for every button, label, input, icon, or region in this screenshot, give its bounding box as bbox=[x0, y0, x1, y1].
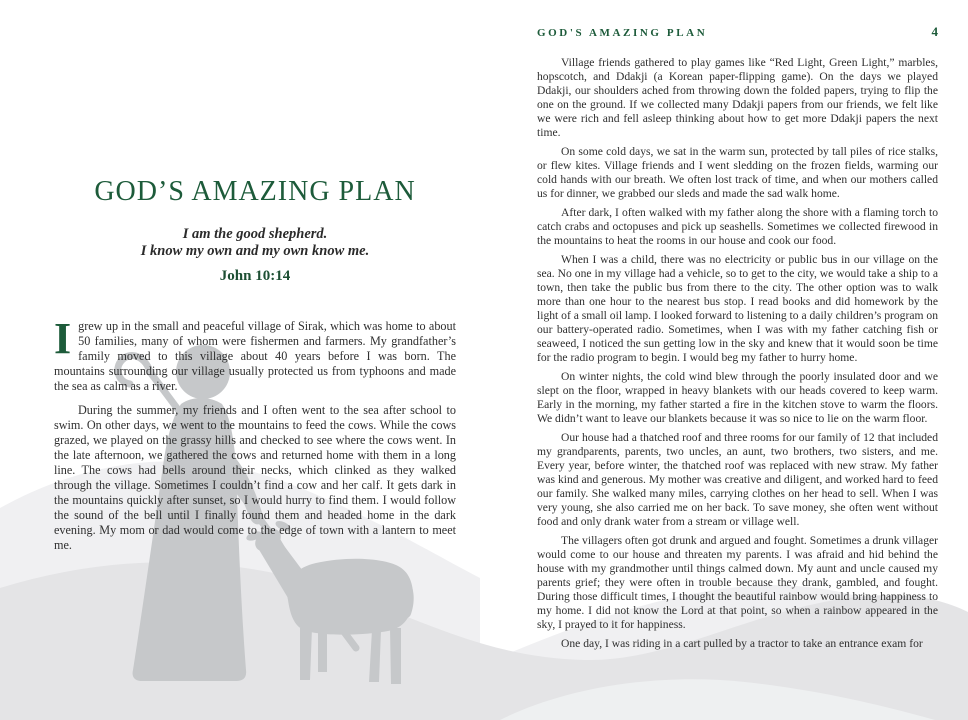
right-page bbox=[537, 0, 938, 656]
left-body-text bbox=[54, 314, 456, 553]
paragraph: Our house had a thatched roof and three rooms for our family of 12 that included my grandparents, parents, two uncles, an aunt, two brothers, two sisters, and me. Every year, before winter, the thatched roof was replaced with new straw. My father was kind and generous. My mother was creative and diligent, and worked hard to feed our family. She walked many miles, carrying clothes on her head to sell. When I was very young, she also carried me on her back. To save money, she often went without food and only drank water from a stream or village well. bbox=[537, 431, 938, 528]
running-header-title: GOD'S AMAZING PLAN bbox=[537, 27, 708, 39]
running-head bbox=[537, 24, 938, 40]
paragraph: On winter nights, the cold wind blew through the poorly insulated door and we slept on the floor, wrapped in heavy blankets with our heads covered to keep warm. Early in the morning, my father started a fire in the kitchen stove to warm the floors. We didn’t want to leave our blankets because it was so nice to lie on the warm floor. bbox=[537, 370, 938, 425]
paragraph: When I was a child, there was no electricity or public bus in our village on the sea. No one in my village had a vehicle, so to get to the city, we would take a ship to a town, then take the public bus from there to the city. The other option was to walk more than one hour to the nearest bus stop. I read books and did homework by the light of a small oil lamp. I looked forward to listening to a daily children’s program on our battery-operated radio. Sometimes, when I was with my father catching fish or seaweed, I noticed the sun getting low in the sky and knew that it would soon be time for the radio program to begin. I would beg my father to hurry home. bbox=[537, 253, 938, 364]
page-number: 4 bbox=[931, 24, 938, 39]
paragraph: During the summer, my friends and I often went to the sea after school to swim. On other days, we went to the mountains to feed the cows. While the cows grazed, we played on the grassy hills and checked to see where the cows went. In the late afternoon, we gathered the cows and returned home with them in a long line. The cows had bells around their necks, which clinked as they walked through the village. Sometimes I couldn’t find a cow and her calf. It gets dark in the mountains quickly after sunset, so I would hurry to find them. I would follow the sound of the bell until I finally found them and headed home in the dark evening. My mom or dad would come to the edge of town with a lantern to meet me. bbox=[54, 403, 456, 552]
chapter-title: GOD’S AMAZING PLAN bbox=[94, 176, 416, 207]
paragraph: On some cold days, we sat in the warm sun, protected by tall piles of rice stalks, or flew kites. Village friends and I went sledding on the frozen fields, warming our cold hands with our breath. We often lost track of time, and when our mothers called us for dinner, we grabbed our sleds and made the sad walk home. bbox=[537, 145, 938, 200]
paragraph-text: grew up in the small and peaceful village of Sirak, which was home to about 50 families, many of whom were fishermen and farmers. My grandfather’s family moved to this village about 40 years before I was born. The mountains surrounding our village usually protected us from typhoons and made the sea as calm as a river. bbox=[54, 319, 456, 393]
epigraph-verse bbox=[54, 226, 456, 285]
paragraph: After dark, I often walked with my father along the shore with a flaming torch to catch crabs and octopuses and pick up seashells. Sometimes we collected firewood in the mountains to heat the rooms in our house and cook our food. bbox=[537, 206, 938, 247]
left-page bbox=[54, 0, 456, 562]
sheep-body bbox=[287, 559, 413, 635]
paragraph: The villagers often got drunk and argued and fought. Sometimes a drunk villager would come to our house and threaten my parents. I was afraid and hid behind the house with my grandmother until things calmed down. My aunt and uncle caused my parents grief; they were often in trouble because they drank, gambled, and fought. During those difficult times, I thought the beautiful rainbow would bring happiness to my home. I did not know the Lord at that point, so when a rainbow appeared in the sky, I prayed to it for happiness. bbox=[537, 534, 938, 631]
paragraph: One day, I was riding in a cart pulled by a tractor to take an entrance exam for bbox=[561, 637, 923, 650]
drop-cap: I bbox=[54, 314, 72, 363]
paragraph bbox=[54, 314, 456, 394]
verse-line: I am the good shepherd. bbox=[182, 226, 328, 242]
paragraph: Village friends gathered to play games like “Red Light, Green Light,” marbles, hopscotch, and Ddakji (a Korean paper-flipping game). On the days we played Ddakji, our shoulders ached from throwing down the folded papers, trying to flip the one on the ground. If we collected many Ddakji papers from our friends, we felt like we were rich and fell asleep thinking about how to get more Ddakji papers the next time. bbox=[537, 56, 938, 139]
right-body-text bbox=[537, 56, 938, 651]
verse-line: I know my own and my own know me. bbox=[140, 243, 370, 259]
verse-reference: John 10:14 bbox=[219, 268, 291, 284]
